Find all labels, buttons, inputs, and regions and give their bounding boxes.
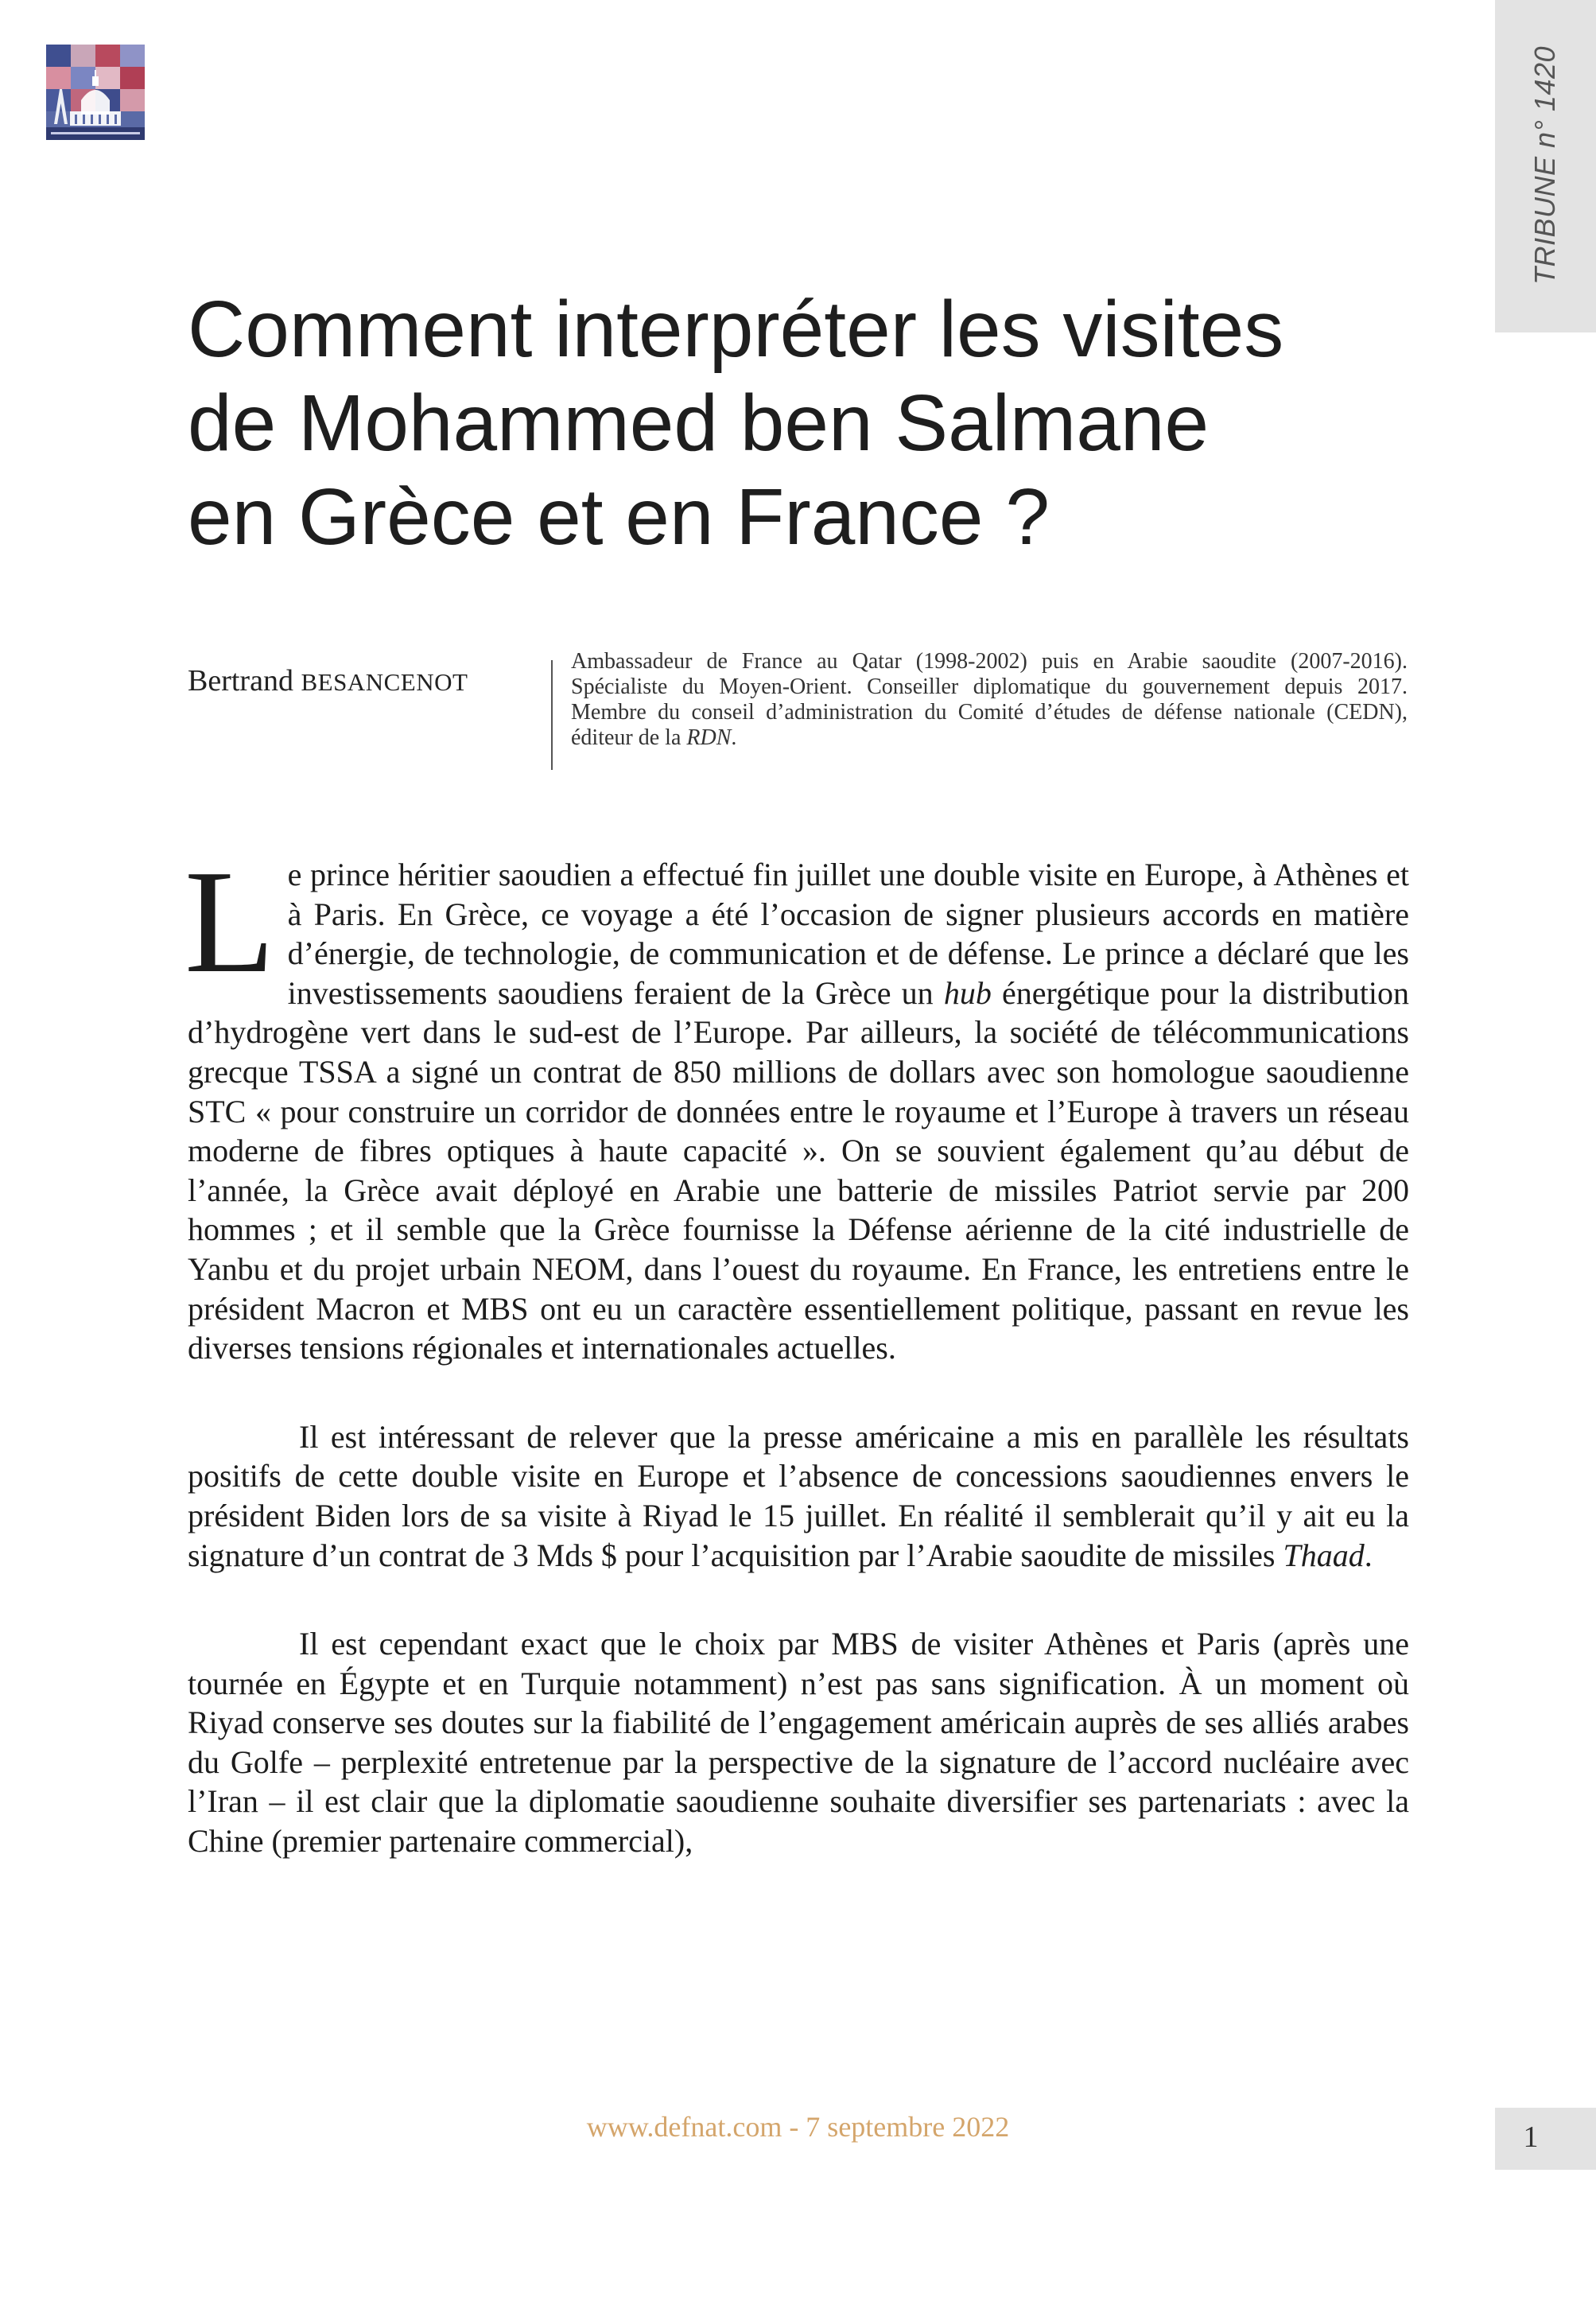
author-bio: [571, 649, 1408, 751]
paragraph: [184, 840, 1409, 1368]
author-bio-italic: RDN: [686, 725, 732, 750]
page-number: 1: [1523, 2120, 1539, 2154]
author-name: [188, 662, 538, 702]
paragraph-text: .: [1364, 1537, 1373, 1573]
footer-source: www.defnat.com - 7 septembre 2022: [586, 2111, 1010, 2143]
author-last-name: BESANCENOT: [301, 668, 468, 696]
paragraph-text: Il est intéressant de relever que la presse américaine a mis en parallèle les résultats positifs de cette double visite en Europe et l’absence de concessions saoudiennes envers le président Biden lors de sa visite à Riyad le 15 juillet. En réalité il semblerait qu’il y ait eu la signature d’un contrat de 3 Mds $ pour l’acquisition par l’Arabie saoudite de missiles: [188, 1418, 1409, 1573]
author-bio-text: Ambassadeur de France au Qatar (1998-2002) puis en Arabie saoudite (2007-2016). Spécialiste du Moyen-Orient. Conseiller diplomatique du gouvernement depuis 2017. Membre du conseil d’administration du Comité d’études de défense nationale (CEDN), éditeur de la: [571, 649, 1408, 750]
series-label: TRIBUNE n° 1420: [1528, 45, 1561, 286]
paragraph-text: e prince héritier saoudien a effectué fin juillet une double visite en Europe, à Athènes et à Paris. En Grèce, ce voyage a été l’occasion de signer plusieurs accords en matière d’énergie, de technologie, de communication et de défense. Le prince a déclaré que les investissements saoudiens feraient de la Grèce un: [287, 857, 1409, 1011]
title-line-3: en Grèce et en France ?: [188, 472, 1050, 562]
article-body: [184, 840, 1409, 1861]
paragraph-text: Il est cependant exact que le choix par MBS de visiter Athènes et Paris (après une tournée en Égypte et en Turquie notamment) n’est pas sans signification. À un moment où Riyad conserve ses doutes sur la fiabilité de l’engagement américain auprès de ses alliés arabes du Golfe – perplexité entretenue par la perspective de la signature de l’accord nucléaire avec l’Iran – il est clair que la diplomatie saoudienne souhaite diversifier ses partenariats : avec la Chine (premier partenaire commercial),: [188, 1626, 1409, 1860]
drop-cap: L: [184, 840, 275, 1004]
title-line-2: de Mohammed ben Salmane: [188, 379, 1210, 468]
paragraph: [188, 1624, 1409, 1861]
paragraph-italic: Thaad: [1283, 1537, 1365, 1573]
author-first-name: Bertrand: [188, 664, 293, 698]
paragraph-text: énergétique pour la distribution d’hydrogène vert dans le sud-est de l’Europe. Par ailleurs, la société de télécommunications grecque TSSA a signé un contrat de 850 millions de dollars avec son homologue saoudienne STC « pour construire un corridor de données entre le royaume et l’Europe à travers un réseau moderne de fibres optiques à haute capacité ». On se souvient également qu’au début de l’année, la Grèce avait déployé en Arabie une batterie de missiles Patriot servie par 200 hommes ; et il semble que la Grèce fournisse la Défense aérienne de la cité industrielle de Yanbu et du projet urbain NEOM, dans l’ouest du royaume. En France, les entretiens entre le président Macron et MBS ont eu un caractère essentiellement politique, passant en revue les diverses tensions régionales et internationales actuelles.: [188, 974, 1409, 1366]
author-bio-end: .: [731, 725, 737, 750]
author-divider: [551, 660, 553, 770]
title-line-1: Comment interpréter les visites: [188, 285, 1284, 374]
rdn-logo-icon: [46, 45, 145, 140]
paragraph: [188, 1417, 1409, 1575]
paragraph-italic: hub: [943, 974, 992, 1011]
page-title: [188, 282, 1460, 564]
